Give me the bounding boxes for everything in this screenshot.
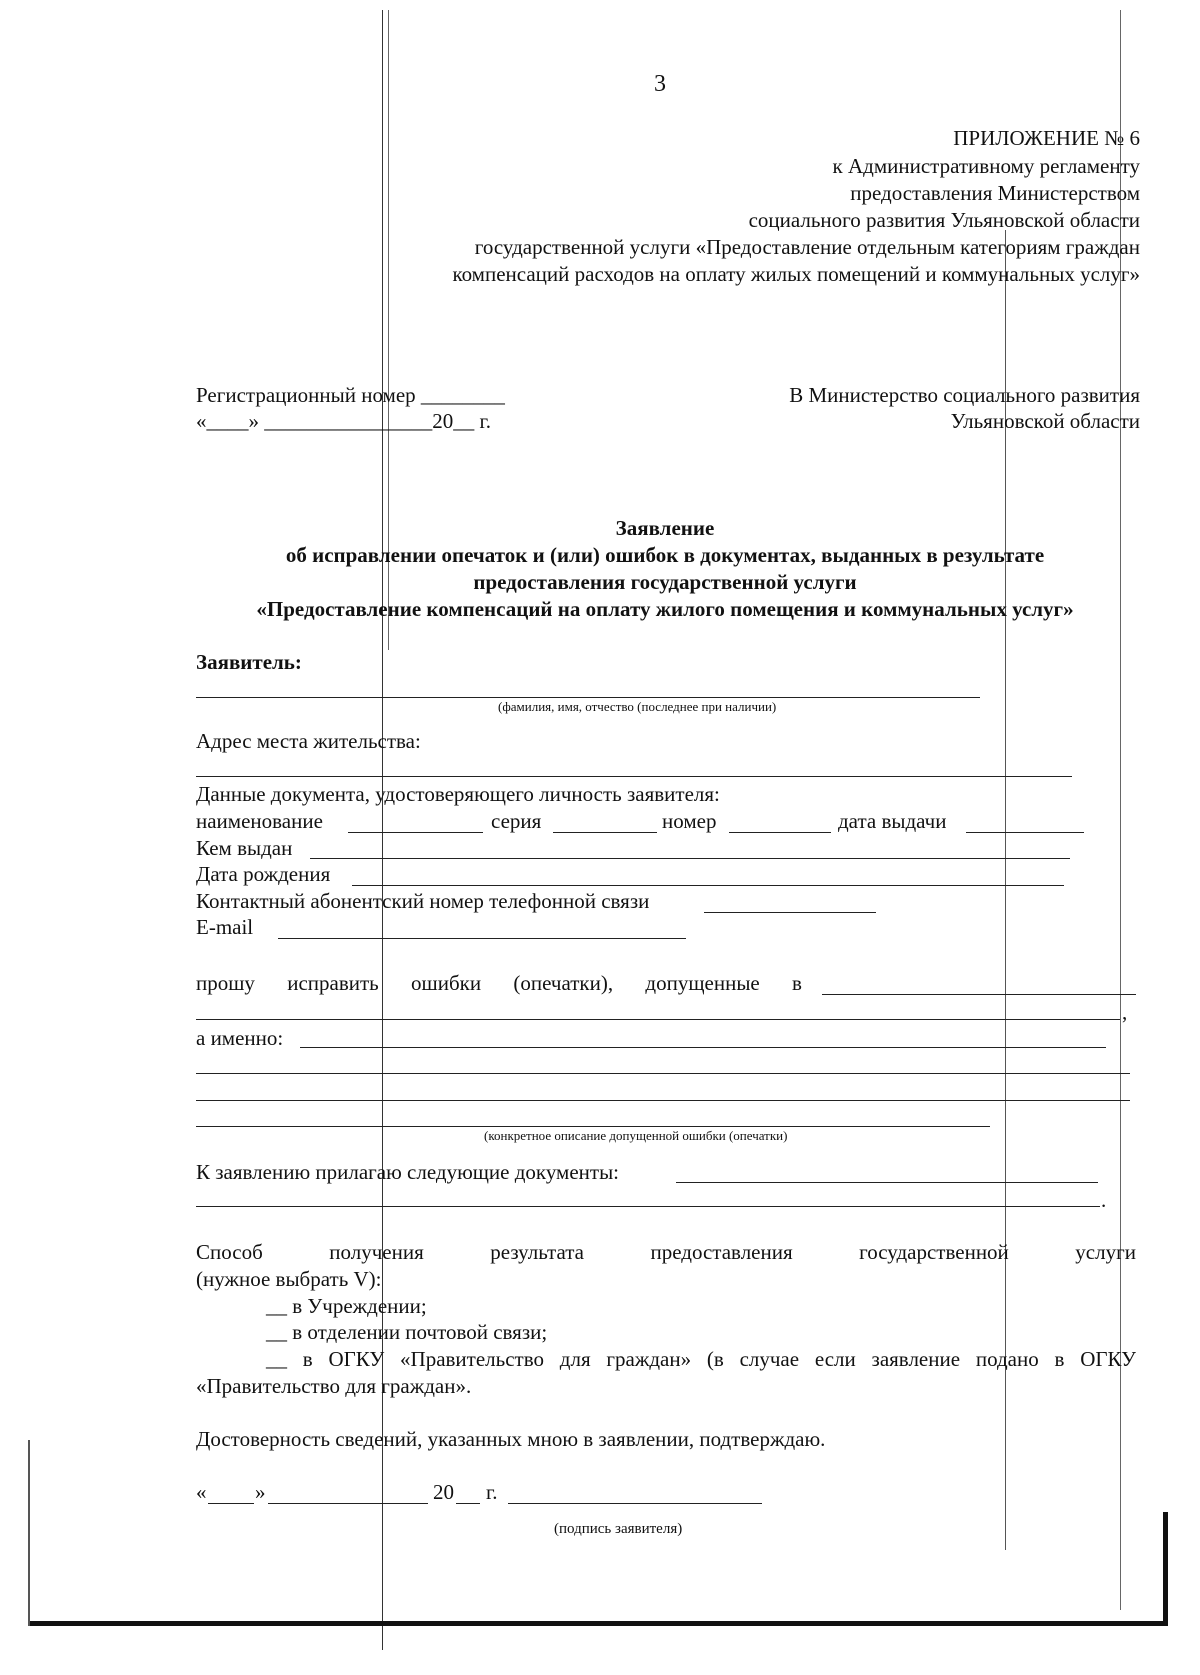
doc-series-field[interactable]: [553, 832, 657, 833]
signature-month-field[interactable]: [268, 1503, 428, 1504]
signature-caption: (подпись заявителя): [554, 1521, 683, 1537]
registration-number: Регистрационный номер ________: [196, 383, 505, 407]
delivery-option-word: заявление: [871, 1347, 961, 1371]
delivery-option-word: случае: [739, 1347, 800, 1371]
signature-day-field[interactable]: [208, 1503, 254, 1504]
confirmation-text: Достоверность сведений, указанных мною в заявлении, подтверждаю.: [196, 1427, 826, 1451]
request-comma: ,: [1122, 1000, 1128, 1024]
doc-name-field[interactable]: [348, 832, 483, 833]
birth-date-field[interactable]: [352, 885, 1064, 886]
applicant-name-caption: (фамилия, имя, отчество (последнее при наличии): [498, 699, 777, 714]
delivery-option-word: для: [559, 1347, 591, 1371]
signature-year-suffix: г.: [486, 1480, 498, 1504]
error-description-field-1[interactable]: [300, 1047, 1106, 1048]
signature-close-quote: »: [255, 1480, 266, 1504]
error-description-caption: (конкретное описание допущенной ошибки (опечатки): [484, 1128, 788, 1143]
delivery-option-post[interactable]: __ в отделении почтовой связи;: [266, 1320, 548, 1344]
request-document-field-2[interactable]: [196, 1019, 1120, 1020]
delivery-word: получения: [329, 1240, 424, 1264]
delivery-word: Способ: [196, 1240, 263, 1264]
document-subtitle-1: об исправлении опечаток и (или) ошибок в документах, выданных в результате: [285, 543, 1045, 567]
signature-year-prefix: 20: [433, 1480, 454, 1504]
attachments-field-1[interactable]: [676, 1182, 1098, 1183]
delivery-option-ogku-line-2: «Правительство для граждан».: [196, 1374, 472, 1398]
doc-issue-date-field[interactable]: [966, 832, 1084, 833]
document-subtitle-2: предоставления государственной услуги: [473, 570, 857, 594]
delivery-option-word: (в: [706, 1347, 724, 1371]
scan-left-edge: [28, 1440, 30, 1626]
request-word: исправить: [287, 971, 379, 995]
delivery-option-word: __: [266, 1347, 287, 1371]
attachments-label: К заявлению прилагаю следующие документы:: [196, 1160, 620, 1184]
applicant-label: Заявитель:: [196, 650, 302, 674]
doc-name-label: наименование: [196, 809, 323, 833]
document-subtitle-3: «Предоставление компенсаций на оплату жилого помещения и коммунальных услуг»: [256, 597, 1074, 621]
namely-label: а именно:: [196, 1026, 284, 1050]
phone-label: Контактный абонентский номер телефонной связи: [196, 889, 650, 913]
page-number: 3: [654, 71, 666, 97]
delivery-word: государственной: [859, 1240, 1009, 1264]
appendix-line-2: предоставления Министерством: [850, 181, 1140, 205]
request-word: ошибки: [411, 971, 482, 995]
delivery-hint: (нужное выбрать V):: [196, 1267, 382, 1291]
doc-issue-date-label: дата выдачи: [838, 809, 947, 833]
delivery-option-word: ОГКУ: [328, 1347, 385, 1371]
delivery-option-word: ОГКУ: [1080, 1347, 1136, 1371]
delivery-option-word: если: [814, 1347, 856, 1371]
request-line: [196, 973, 802, 994]
appendix-line-5: компенсаций расходов на оплату жилых помещений и коммунальных услуг»: [452, 262, 1140, 286]
error-description-field-2[interactable]: [196, 1073, 1130, 1074]
address-field[interactable]: [196, 776, 1072, 777]
address-label: Адрес места жительства:: [196, 729, 421, 753]
delivery-option-word: «Правительство: [400, 1347, 544, 1371]
signature-open-quote: «: [196, 1480, 207, 1504]
phone-field[interactable]: [704, 912, 876, 913]
birth-date-label: Дата рождения: [196, 862, 331, 886]
email-field[interactable]: [278, 938, 686, 939]
appendix-line-4: государственной услуги «Предоставление отдельным категориям граждан: [474, 235, 1140, 259]
attachments-dot: .: [1101, 1188, 1107, 1212]
identity-doc-heading: Данные документа, удостоверяющего личность заявителя:: [196, 782, 720, 806]
doc-number-field[interactable]: [729, 832, 831, 833]
email-label: E-mail: [196, 915, 254, 939]
signature-field[interactable]: [508, 1503, 762, 1504]
delivery-word: результата: [490, 1240, 584, 1264]
issued-by-field[interactable]: [310, 858, 1070, 859]
delivery-option-word: в: [302, 1347, 313, 1371]
request-word: допущенные: [645, 971, 760, 995]
delivery-word: услуги: [1075, 1240, 1136, 1264]
scan-right-edge: [1163, 1512, 1168, 1626]
request-document-field[interactable]: [822, 994, 1136, 995]
appendix-title: ПРИЛОЖЕНИЕ № 6: [953, 126, 1140, 150]
delivery-option-ogku[interactable]: [266, 1349, 1136, 1370]
attachments-field-2[interactable]: [196, 1206, 1100, 1207]
registration-date: «____» ________________20__ г.: [196, 409, 491, 433]
appendix-line-3: социального развития Ульяновской области: [748, 208, 1140, 232]
delivery-option-word: подано: [975, 1347, 1039, 1371]
doc-series-label: серия: [491, 809, 542, 833]
request-word: прошу: [196, 971, 255, 995]
scan-artifact-line-left: [382, 10, 383, 1650]
doc-number-label: номер: [662, 809, 717, 833]
addressee-line-1: В Министерство социального развития: [789, 383, 1140, 407]
applicant-name-field[interactable]: [196, 697, 980, 698]
addressee-line-2: Ульяновской области: [950, 409, 1140, 433]
signature-year-field[interactable]: [456, 1503, 480, 1504]
appendix-line-1: к Административному регламенту: [832, 154, 1140, 178]
delivery-line: [196, 1242, 1136, 1263]
delivery-option-institution[interactable]: __ в Учреждении;: [266, 1294, 427, 1318]
request-word: в: [792, 971, 802, 995]
scan-bottom-edge: [28, 1621, 1164, 1626]
issued-by-label: Кем выдан: [196, 836, 293, 860]
request-word: (опечатки),: [513, 971, 614, 995]
document-title: Заявление: [615, 516, 715, 540]
delivery-option-word: в: [1054, 1347, 1065, 1371]
delivery-word: предоставления: [650, 1240, 793, 1264]
error-description-field-4[interactable]: [196, 1126, 990, 1127]
error-description-field-3[interactable]: [196, 1100, 1130, 1101]
delivery-option-word: граждан»: [606, 1347, 692, 1371]
